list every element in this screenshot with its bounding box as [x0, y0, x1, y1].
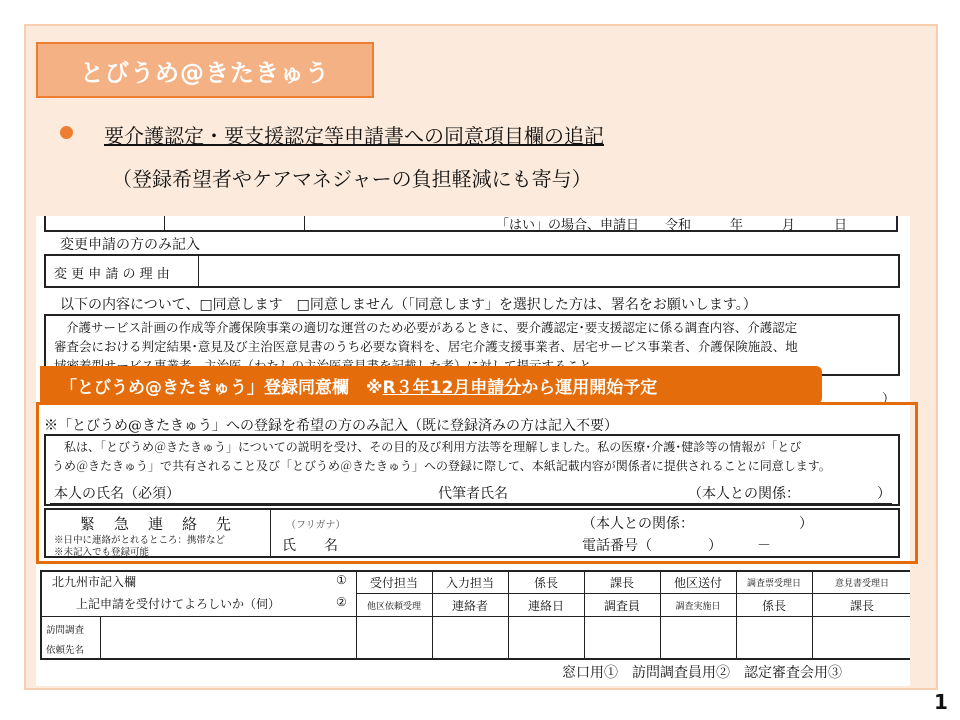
city-cell-row1-3: 課長 [609, 576, 634, 590]
bullet-icon [60, 126, 73, 139]
contact-name-label: 氏 名 [282, 538, 338, 554]
emergency-label: 緊 急 連 絡 先 [80, 515, 234, 533]
city-cell-row2-3: 調査員 [603, 599, 640, 613]
slide-title-box [36, 42, 374, 98]
city-cell-row1-4: 他区送付 [673, 576, 722, 590]
proxy-label: 代筆者氏名 [438, 486, 508, 502]
sub-text: （登録希望者やケアマネジャーの負担軽減にも寄与） [112, 167, 592, 191]
city-cell-row1-2: 係長 [533, 576, 558, 590]
form-top-partial: 「はい」の場合、申請日 令和 年 月 日 [496, 218, 848, 233]
change-reason-label: 変 更 申 請 の 理 由 [54, 267, 170, 282]
consent-close-paren: ） [882, 392, 896, 407]
city-label: 北九州市記入欄 [52, 575, 137, 589]
slide-title: とびうめ@きたきゅう [80, 58, 330, 87]
accept-text: 上記申請を受付けてよろしいか（伺） [76, 597, 281, 611]
city-cell-row2-6: 課長 [849, 599, 874, 613]
city-cell-row1-1: 入力担当 [445, 576, 494, 590]
city-cell-row2-2: 連絡日 [527, 599, 564, 613]
circle-2: ② [336, 595, 347, 609]
city-cell-row2-1: 連絡者 [451, 599, 488, 613]
tobiume-para-1: 私は、「とびうめ＠きたきゅう」についての説明を受け、その目的及び利用方法等を理解しました。私の医療･介護･健診等の情報が「とび [64, 440, 802, 454]
consent-para-1: 介護サービス計画の作成等介護保険事業の適切な運営のため必要があるときに、要介護認定･要支援認定に係る調査内容、介護認定 [66, 320, 798, 335]
banner-underlined: R３年12月申請分 [382, 377, 522, 398]
consent-line: 以下の内容について、□同意します □同意しません（「同意します」を選択した方は、署名をお願いします。） [60, 297, 757, 313]
tobiume-banner [40, 366, 822, 404]
relation-label: （本人との関係： ） [688, 486, 891, 502]
city-cell-row2-0: 他区依頼受理 [366, 602, 421, 612]
banner-prefix: 「とびうめ@きたきゅう」登録同意欄 ※ [60, 377, 383, 398]
city-cell-row2-5: 係長 [761, 599, 786, 613]
emergency-note-1: ※日中に連絡がとれるところ：携帯など [54, 535, 226, 546]
form-footer: 窓口用① 訪問調査員用② 認定審査会用③ [562, 665, 842, 681]
tobiume-para-2: うめ＠きたきゅう」で共有されること及び「とびうめ＠きたきゅう」への登録に際して、本紙記載内容が関係者に提供されることに同意します。 [52, 459, 831, 473]
tobiume-only-label: ※「とびうめ@きたきゅう」への登録を希望の方のみ記入（既に登録済みの方は記入不要） [44, 418, 618, 434]
visit-label-2: 依頼先名 [46, 645, 85, 656]
phone-label: 電話番号（ ） － [582, 538, 771, 554]
signature-label: 本人の氏名（必須） [54, 486, 180, 502]
city-cell-row1-0: 受付担当 [369, 576, 418, 590]
furigana-label: （フリガナ） [286, 520, 346, 531]
banner-suffix: から運用開始予定 [521, 377, 658, 398]
city-cell-row1-6: 意見書受理日 [834, 579, 889, 589]
page-number: 1 [934, 690, 948, 714]
city-cell-row2-4: 調査実施日 [675, 602, 721, 612]
city-cell-row1-5: 調査票受理日 [746, 579, 801, 589]
bullet-text: 要介護認定・要支援認定等申請書への同意項目欄の追記 [104, 124, 604, 148]
consent-para-2: 審査会における判定結果･意見及び主治医意見書のうち必要な資料を、居宅介護支援事業者、居宅サービス事業者、介護保険施設、地 [54, 339, 798, 354]
change-only-label: 変更申請の方のみ記入 [60, 237, 200, 253]
circle-1: ① [336, 573, 347, 587]
change-reason-box [44, 254, 900, 288]
tobiume-highlight-box [36, 402, 918, 564]
visit-label-1: 訪問調査 [46, 625, 85, 636]
relation-label-2: （本人との関係： ） [582, 516, 813, 532]
emergency-note-2: ※未記入でも登録可能 [54, 547, 150, 558]
